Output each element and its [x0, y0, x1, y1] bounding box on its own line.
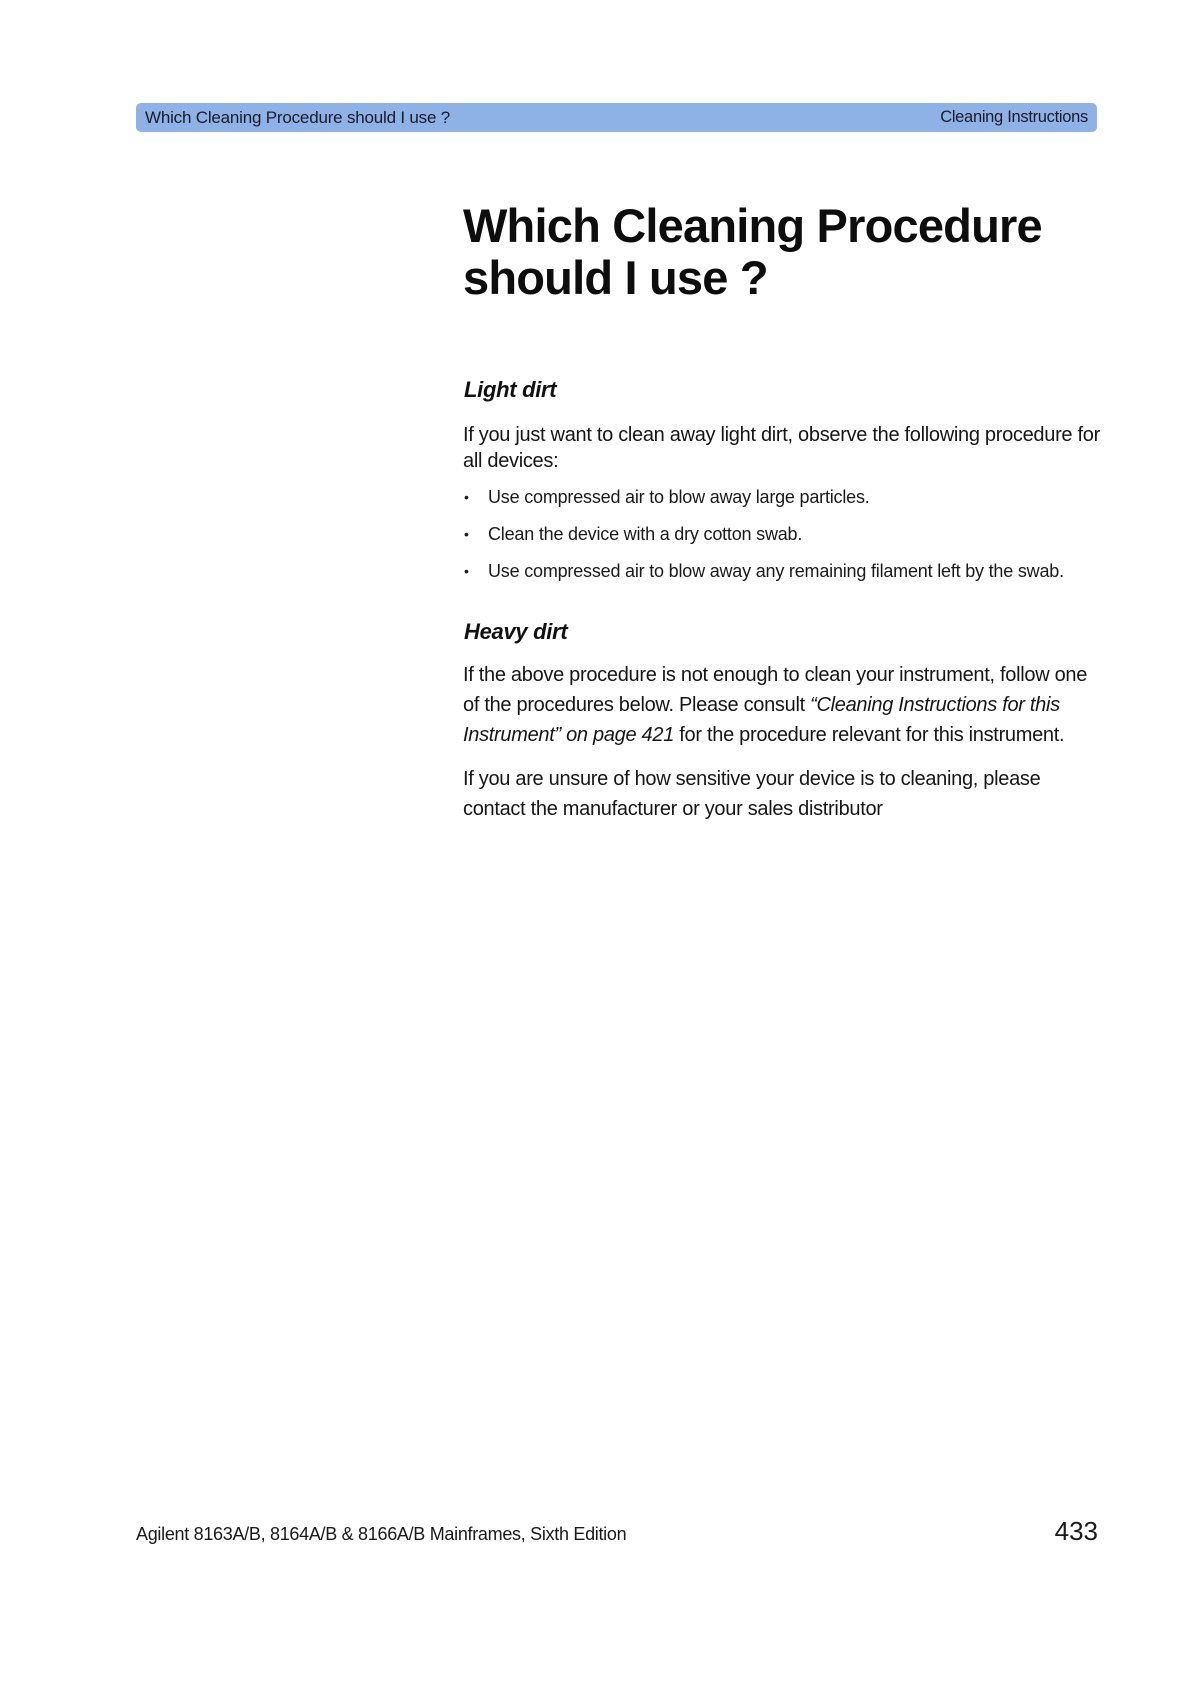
page-title: [463, 200, 1103, 304]
heavy-dirt-paragraph: [463, 660, 1103, 750]
heavy-dirt-text-before: If the above procedure is not enough to clean your instrument, follow one of the procedures below. Please consult: [463, 664, 1088, 716]
list-item: [463, 560, 1103, 582]
header-chapter-title: Cleaning Instructions: [940, 108, 1088, 126]
light-dirt-heading: Light dirt: [464, 377, 557, 402]
step-text: Use compressed air to blow away large particles.: [488, 487, 870, 507]
bullet-icon: •: [464, 526, 469, 542]
light-dirt-intro: If you just want to clean away light dirt, observe the following procedure for all devices:: [463, 424, 1100, 472]
list-item: [463, 486, 1103, 508]
contact-paragraph: If you are unsure of how sensitive your device is to cleaning, please contact the manufacturer or your sales distributor: [463, 768, 1041, 820]
cross-reference-link[interactable]: “Cleaning Instructions for this Instrument” on page 421: [463, 694, 1060, 746]
page-number: 433: [1054, 1516, 1098, 1546]
heavy-dirt-text-after: for the procedure relevant for this instrument.: [674, 724, 1065, 746]
heavy-dirt-heading: Heavy dirt: [464, 619, 568, 644]
light-dirt-steps: [463, 486, 1103, 597]
header-section-title: Which Cleaning Procedure should I use ?: [145, 107, 450, 127]
step-text: Clean the device with a dry cotton swab.: [488, 524, 803, 544]
step-text: Use compressed air to blow away any remaining filament left by the swab.: [488, 561, 1064, 581]
bullet-icon: •: [464, 489, 469, 505]
running-header: [136, 103, 1097, 132]
page-title-line-2: should I use ?: [463, 251, 768, 304]
bullet-icon: •: [464, 563, 469, 579]
footer-manual-title: Agilent 8163A/B, 8164A/B & 8166A/B Mainframes, Sixth Edition: [136, 1524, 627, 1544]
page-title-line-1: Which Cleaning Procedure: [463, 199, 1042, 252]
main-content: [463, 199, 1103, 820]
list-item: [463, 523, 1103, 545]
